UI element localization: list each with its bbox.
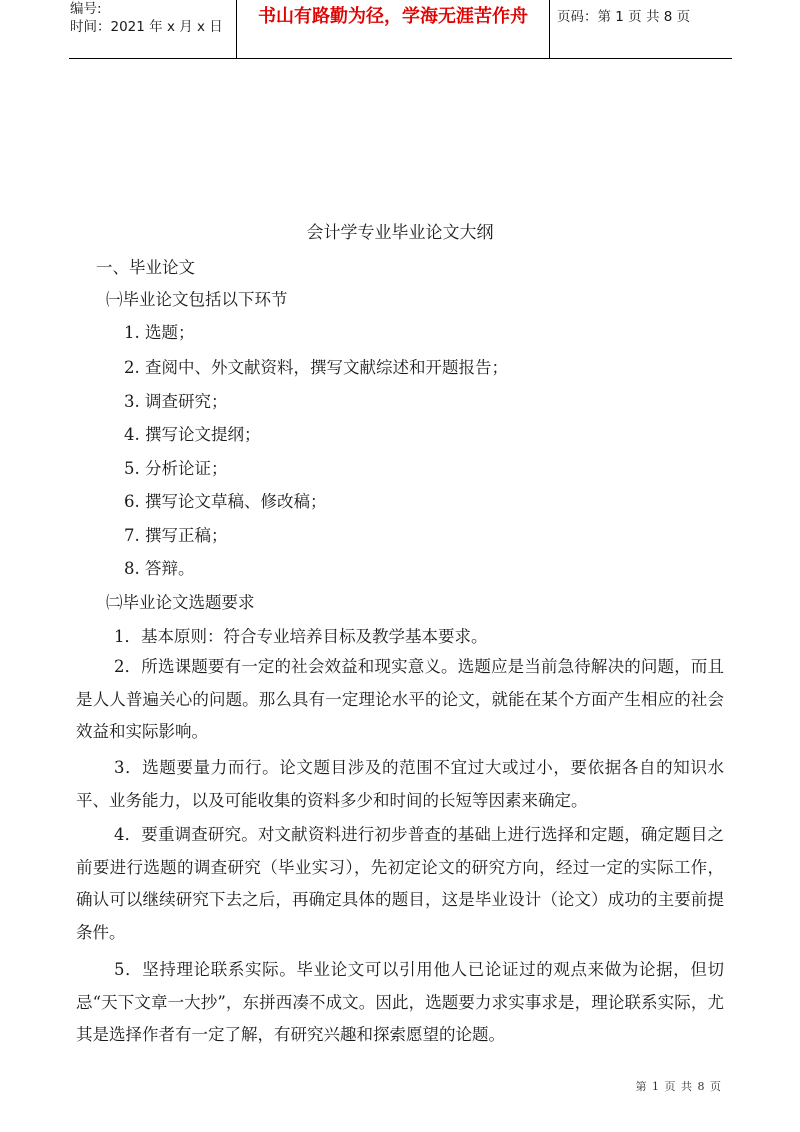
- requirement-paragraph: 3．选题要量力而行。论文题目涉及的范围不宜过大或过小，要依据各自的知识水平、业务能力，以及可能收集的资料多少和时间的长短等因素来确定。: [76, 758, 724, 810]
- list-item: 5. 分析论证；: [124, 459, 228, 478]
- requirement-paragraph: 1．基本原则：符合专业培养目标及教学基本要求。: [114, 627, 488, 646]
- doc-number-label: 编号:: [70, 1, 102, 17]
- requirement-paragraph: 4．要重调查研究。对文献资料进行初步普查的基础上进行选择和定题，确定题目之前要进行选题的调查研究（毕业实习），先初定论文的研究方向，经过一定的实际工作，确认可以继续研究下去之后，再确定具体的题目，这是毕业设计（论文）成功的主要前提条件。: [76, 825, 724, 942]
- list-item: 8. 答辩。: [124, 559, 195, 578]
- subsection-heading: ㈡毕业论文选题要求: [106, 593, 255, 612]
- header-page-number: 页码：第 1 页 共 8 页: [557, 9, 691, 25]
- list-item: 4. 撰写论文提纲；: [124, 425, 261, 444]
- requirement-paragraph: 2．所选课题要有一定的社会效益和现实意义。选题应是当前急待解决的问题，而且是人人普遍关心的问题。那么具有一定理论水平的论文，就能在某个方面产生相应的社会效益和实际影响。: [76, 657, 724, 741]
- list-item: 7. 撰写正稿；: [124, 526, 228, 545]
- page-footer: 第 1 页 共 8 页: [635, 1080, 722, 1093]
- list-item: 3. 调查研究；: [124, 392, 228, 411]
- requirement-paragraph: 5．坚持理论联系实际。毕业论文可以引用他人已论证过的观点来做为论据，但切忌“天下文章一大抄”，东拼西凑不成文。因此，选题要力求实事求是，理论联系实际，尤其是选择作者有一定了解，有研究兴趣和探索愿望的论题。: [76, 960, 724, 1044]
- doc-time-label: 时间：2021 年 x 月 x 日: [70, 19, 223, 35]
- subsection-heading: ㈠毕业论文包括以下环节: [106, 290, 288, 309]
- document-title: 会计学专业毕业论文大纲: [306, 223, 494, 243]
- header-meta: [69, 0, 239, 58]
- list-item: 2. 查阅中、外文献资料，撰写文献综述和开题报告；: [124, 358, 508, 377]
- list-item: 1. 选题；: [124, 323, 195, 342]
- header-motto: 书山有路勤为径，学海无涯苦作舟: [258, 6, 528, 27]
- page-header: [69, 0, 732, 59]
- list-item: 6. 撰写论文草稿、修改稿；: [124, 492, 327, 511]
- header-divider: [549, 0, 550, 58]
- section-heading: 一、毕业论文: [96, 258, 195, 277]
